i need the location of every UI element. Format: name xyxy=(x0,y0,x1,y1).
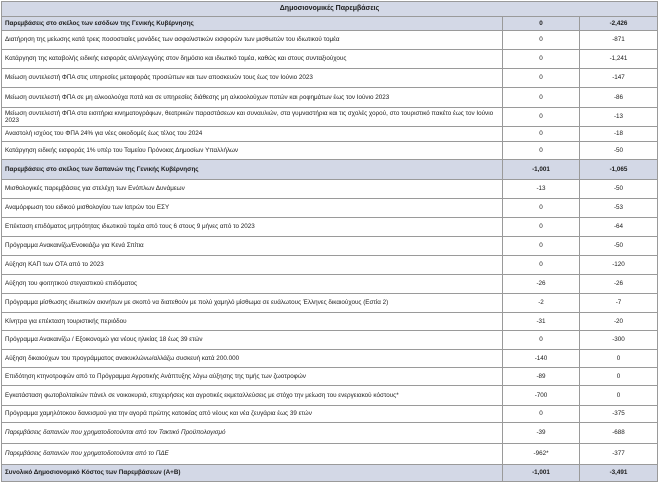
section-row-revenue xyxy=(2,17,658,31)
row-label: Παρεμβάσεις δαπανών που χρηματοδοτούνται από το ΠΔΕ xyxy=(2,444,503,465)
row-value-b: -147 xyxy=(580,69,658,88)
row-label: Αναστολή ισχύος του ΦΠΑ 24% για νέες οικοδομές έως τέλος του 2024 xyxy=(2,127,503,142)
row-value-a: -2 xyxy=(503,294,580,313)
row-value-a: 0 xyxy=(503,127,580,142)
table-row xyxy=(2,444,658,465)
row-value-a: 0 xyxy=(503,331,580,350)
table-row xyxy=(2,127,658,142)
row-value-a: 0 xyxy=(503,17,580,31)
total-row xyxy=(2,465,658,482)
row-value-b: -3,491 xyxy=(580,465,658,482)
row-value-a: -140 xyxy=(503,350,580,368)
row-value-b: -871 xyxy=(580,31,658,50)
table-row xyxy=(2,386,658,406)
row-value-b: -13 xyxy=(580,108,658,127)
row-label: Πρόγραμμα Ανακαινίζω/Ενοικιάζω για Κενά Σπίτια xyxy=(2,237,503,256)
row-value-b: -377 xyxy=(580,444,658,465)
table-row xyxy=(2,275,658,294)
table-row xyxy=(2,218,658,237)
row-value-a: -13 xyxy=(503,180,580,199)
row-value-a: -1,001 xyxy=(503,160,580,180)
row-value-a: 0 xyxy=(503,88,580,108)
row-value-b: -50 xyxy=(580,142,658,160)
row-value-a: 0 xyxy=(503,108,580,127)
row-label: Πρόγραμμα Ανακαινίζω / Εξοικονομώ για νέους ηλικίας 18 έως 39 ετών xyxy=(2,331,503,350)
table-row xyxy=(2,237,658,256)
row-label: Αύξηση του φοιτητικού στεγαστικού επιδόματος xyxy=(2,275,503,294)
row-value-a: 0 xyxy=(503,237,580,256)
section-row-expenditure xyxy=(2,160,658,180)
table-row xyxy=(2,350,658,368)
row-value-b: -26 xyxy=(580,275,658,294)
row-value-a: 0 xyxy=(503,50,580,69)
row-label: Επιδότηση κτηνοτροφών από το Πρόγραμμα Αγροτικής Ανάπτυξης λόγω αύξησης της τιμής των ζωοτροφών xyxy=(2,368,503,386)
row-value-a: -700 xyxy=(503,386,580,406)
row-value-a: 0 xyxy=(503,406,580,423)
row-value-a: 0 xyxy=(503,218,580,237)
row-value-a: -39 xyxy=(503,423,580,444)
row-value-b: -53 xyxy=(580,199,658,218)
row-label: Μείωση συντελεστή ΦΠΑ στα εισιτήρια κινηματογράφων, θεατρικών παραστάσεων και συναυλιών, στα γυμναστήρια και τις σχολές χορού, στο τουριστικό πακέτο έως τον Ιούνιο 2023 xyxy=(2,108,503,127)
row-value-b: -2,426 xyxy=(580,17,658,31)
table-row xyxy=(2,88,658,108)
row-label: Αύξηση δικαιούχων του προγράμματος ανακυκλώνω/αλλάζω συσκευή κατά 200.000 xyxy=(2,350,503,368)
row-label: Πρόγραμμα χαμηλότοκου δανεισμού για την αγορά πρώτης κατοικίας από νέους και νέα ζευγάρια έως 39 ετών xyxy=(2,406,503,423)
row-label: Εγκατάσταση φωτοβολταϊκών πάνελ σε νοικοκυριά, επιχειρήσεις και αγροτικές εκμεταλλεύσεις με στόχο την μείωση του ενεργειακού κόστους* xyxy=(2,386,503,406)
table-row xyxy=(2,406,658,423)
row-label: Μείωση συντελεστή ΦΠΑ στις υπηρεσίες μεταφοράς προσώπων και των αποσκευών τους έως τον Ιούνιο 2023 xyxy=(2,69,503,88)
row-value-b: -120 xyxy=(580,256,658,275)
row-label: Κίνητρα για επέκταση τουριστικής περιόδου xyxy=(2,313,503,331)
row-value-b: -18 xyxy=(580,127,658,142)
row-label: Κατάργηση της καταβολής ειδικής εισφοράς αλληλεγγύης στον δημόσιο και ιδιωτικό τομέα, καθώς και στους συνταξιούχους xyxy=(2,50,503,69)
row-value-a: 0 xyxy=(503,199,580,218)
row-value-b: -20 xyxy=(580,313,658,331)
table-row xyxy=(2,199,658,218)
row-value-b: -7 xyxy=(580,294,658,313)
row-label: Παρεμβάσεις στο σκέλος των εσόδων της Γενικής Κυβέρνησης xyxy=(2,17,503,31)
row-value-a: 0 xyxy=(503,142,580,160)
table-row xyxy=(2,368,658,386)
table-title: Δημοσιονομικές Παρεμβάσεις xyxy=(2,2,658,17)
fiscal-interventions-table xyxy=(1,1,658,482)
row-value-b: -64 xyxy=(580,218,658,237)
table-row xyxy=(2,180,658,199)
row-value-a: -1,001 xyxy=(503,465,580,482)
row-value-b: 0 xyxy=(580,368,658,386)
table-row xyxy=(2,331,658,350)
table-row xyxy=(2,423,658,444)
row-value-a: -31 xyxy=(503,313,580,331)
row-value-b: 0 xyxy=(580,350,658,368)
row-label: Συνολικό Δημοσιονομικό Κόστος των Παρεμβάσεων (Α+Β) xyxy=(2,465,503,482)
table-row xyxy=(2,31,658,50)
row-value-a: 0 xyxy=(503,69,580,88)
table-title-row xyxy=(2,2,658,17)
row-label: Μισθολογικές παρεμβάσεις για στελέχη των Ενόπλων Δυνάμεων xyxy=(2,180,503,199)
row-value-b: -50 xyxy=(580,237,658,256)
row-label: Αύξηση ΚΑΠ των ΟΤΑ από το 2023 xyxy=(2,256,503,275)
row-label: Παρεμβάσεις δαπανών που χρηματοδοτούνται από τον Τακτικό Προϋπολογισμό xyxy=(2,423,503,444)
table-row xyxy=(2,50,658,69)
row-label: Κατάργηση ειδικής εισφοράς 1% υπέρ του Ταμείου Πρόνοιας Δημοσίων Υπαλλήλων xyxy=(2,142,503,160)
row-value-a: -26 xyxy=(503,275,580,294)
row-label: Παρεμβάσεις στο σκέλος των δαπανών της Γενικής Κυβέρνησης xyxy=(2,160,503,180)
row-value-b: -375 xyxy=(580,406,658,423)
row-value-b: 0 xyxy=(580,386,658,406)
row-value-b: -300 xyxy=(580,331,658,350)
row-value-b: -1,241 xyxy=(580,50,658,69)
table-row xyxy=(2,69,658,88)
row-value-b: -1,065 xyxy=(580,160,658,180)
row-value-b: -50 xyxy=(580,180,658,199)
row-label: Πρόγραμμα μίσθωσης ιδιωτικών ακινήτων με σκοπό να διατεθούν με πολύ χαμηλό μίσθωμα σε ευάλωτους Έλληνες δικαιούχους (Εστία 2) xyxy=(2,294,503,313)
row-value-b: -688 xyxy=(580,423,658,444)
row-value-b: -86 xyxy=(580,88,658,108)
row-value-a: 0 xyxy=(503,256,580,275)
row-value-a: -962* xyxy=(503,444,580,465)
table-row xyxy=(2,313,658,331)
table-row xyxy=(2,256,658,275)
table-row xyxy=(2,142,658,160)
table-row xyxy=(2,108,658,127)
row-label: Διατήρηση της μείωσης κατά τρεις ποσοστιαίες μονάδες των ασφαλιστικών εισφορών των μισθωτών του ιδιωτικού τομέα xyxy=(2,31,503,50)
table-row xyxy=(2,294,658,313)
row-label: Μείωση συντελεστή ΦΠΑ σε μη αλκοολούχα ποτά και σε υπηρεσίες διάθεσης μη αλκοολούχων ποτών και ροφημάτων έως τον Ιούνιο 2023 xyxy=(2,88,503,108)
row-value-a: -89 xyxy=(503,368,580,386)
row-label: Επέκταση επιδόματος μητρότητας ιδιωτικού τομέα από τους 6 στους 9 μήνες από το 2023 xyxy=(2,218,503,237)
row-value-a: 0 xyxy=(503,31,580,50)
row-label: Αναμόρφωση του ειδικού μισθολογίου των Ιατρών του ΕΣΥ xyxy=(2,199,503,218)
